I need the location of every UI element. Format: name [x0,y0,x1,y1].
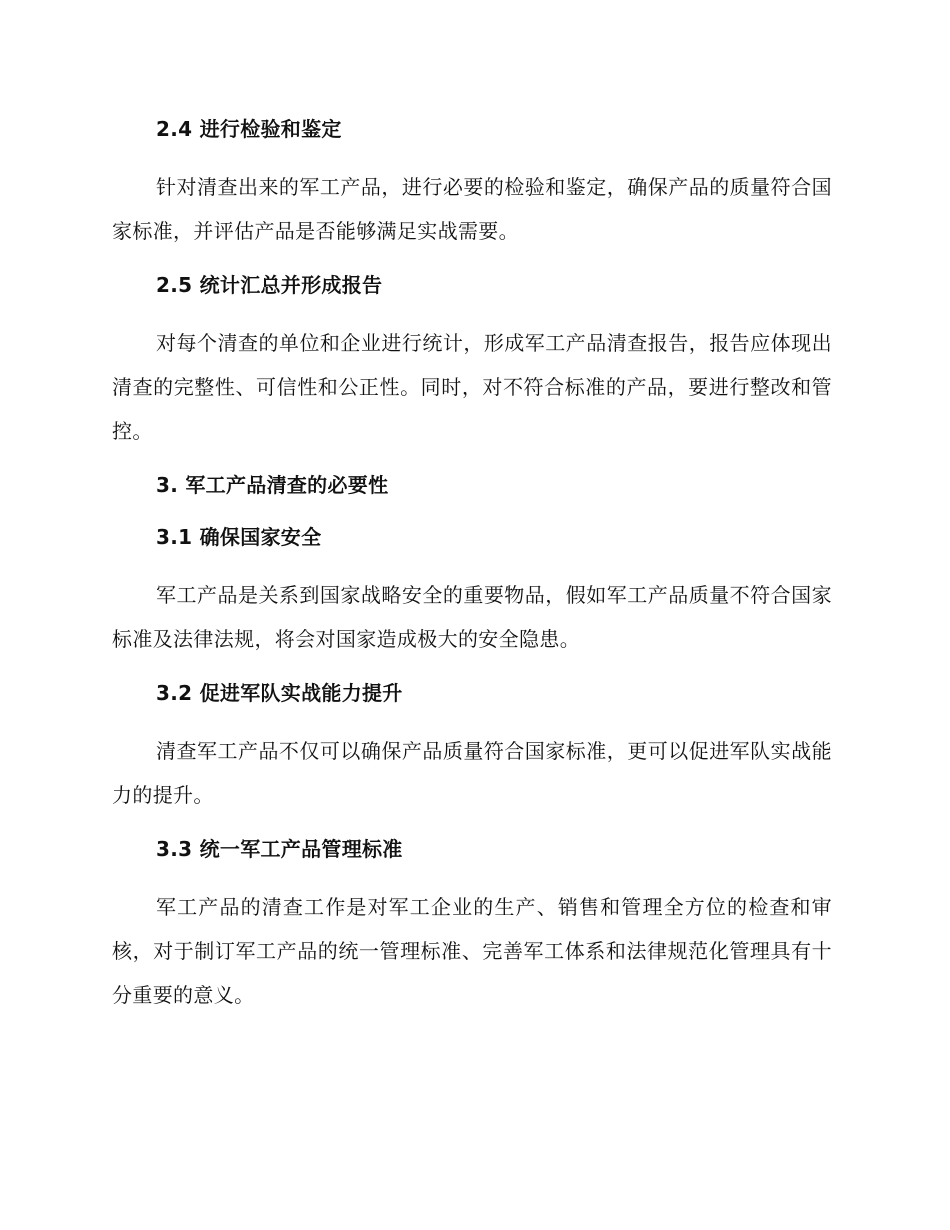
section-heading-3-1: 3.1 确保国家安全 [156,525,322,549]
paragraph-3-3: 军工产品的清查工作是对军工企业的生产、销售和管理全方位的检查和审核，对于制订军工产品的统一管理标准、完善军工体系和法律规范化管理具有十分重要的意义。 [112,895,832,1007]
document-body [112,113,832,1033]
section-heading-2-4: 2.4 进行检验和鉴定 [156,117,342,141]
section-heading-3-2: 3.2 促进军队实战能力提升 [156,681,403,705]
paragraph-3-2: 清查军工产品不仅可以确保产品质量符合国家标准，更可以促进军队实战能力的提升。 [112,739,832,807]
paragraph-2-5: 对每个清查的单位和企业进行统计，形成军工产品清查报告，报告应体现出清查的完整性、可信性和公正性。同时，对不符合标准的产品，要进行整改和管控。 [112,331,832,443]
section-heading-2-5: 2.5 统计汇总并形成报告 [156,273,383,297]
paragraph-3-1: 军工产品是关系到国家战略安全的重要物品，假如军工产品质量不符合国家标准及法律法规，将会对国家造成极大的安全隐患。 [112,583,832,651]
section-heading-3: 3. 军工产品清查的必要性 [156,473,389,497]
paragraph-2-4: 针对清查出来的军工产品，进行必要的检验和鉴定，确保产品的质量符合国家标准，并评估产品是否能够满足实战需要。 [112,175,832,243]
section-heading-3-3: 3.3 统一军工产品管理标准 [156,837,403,861]
